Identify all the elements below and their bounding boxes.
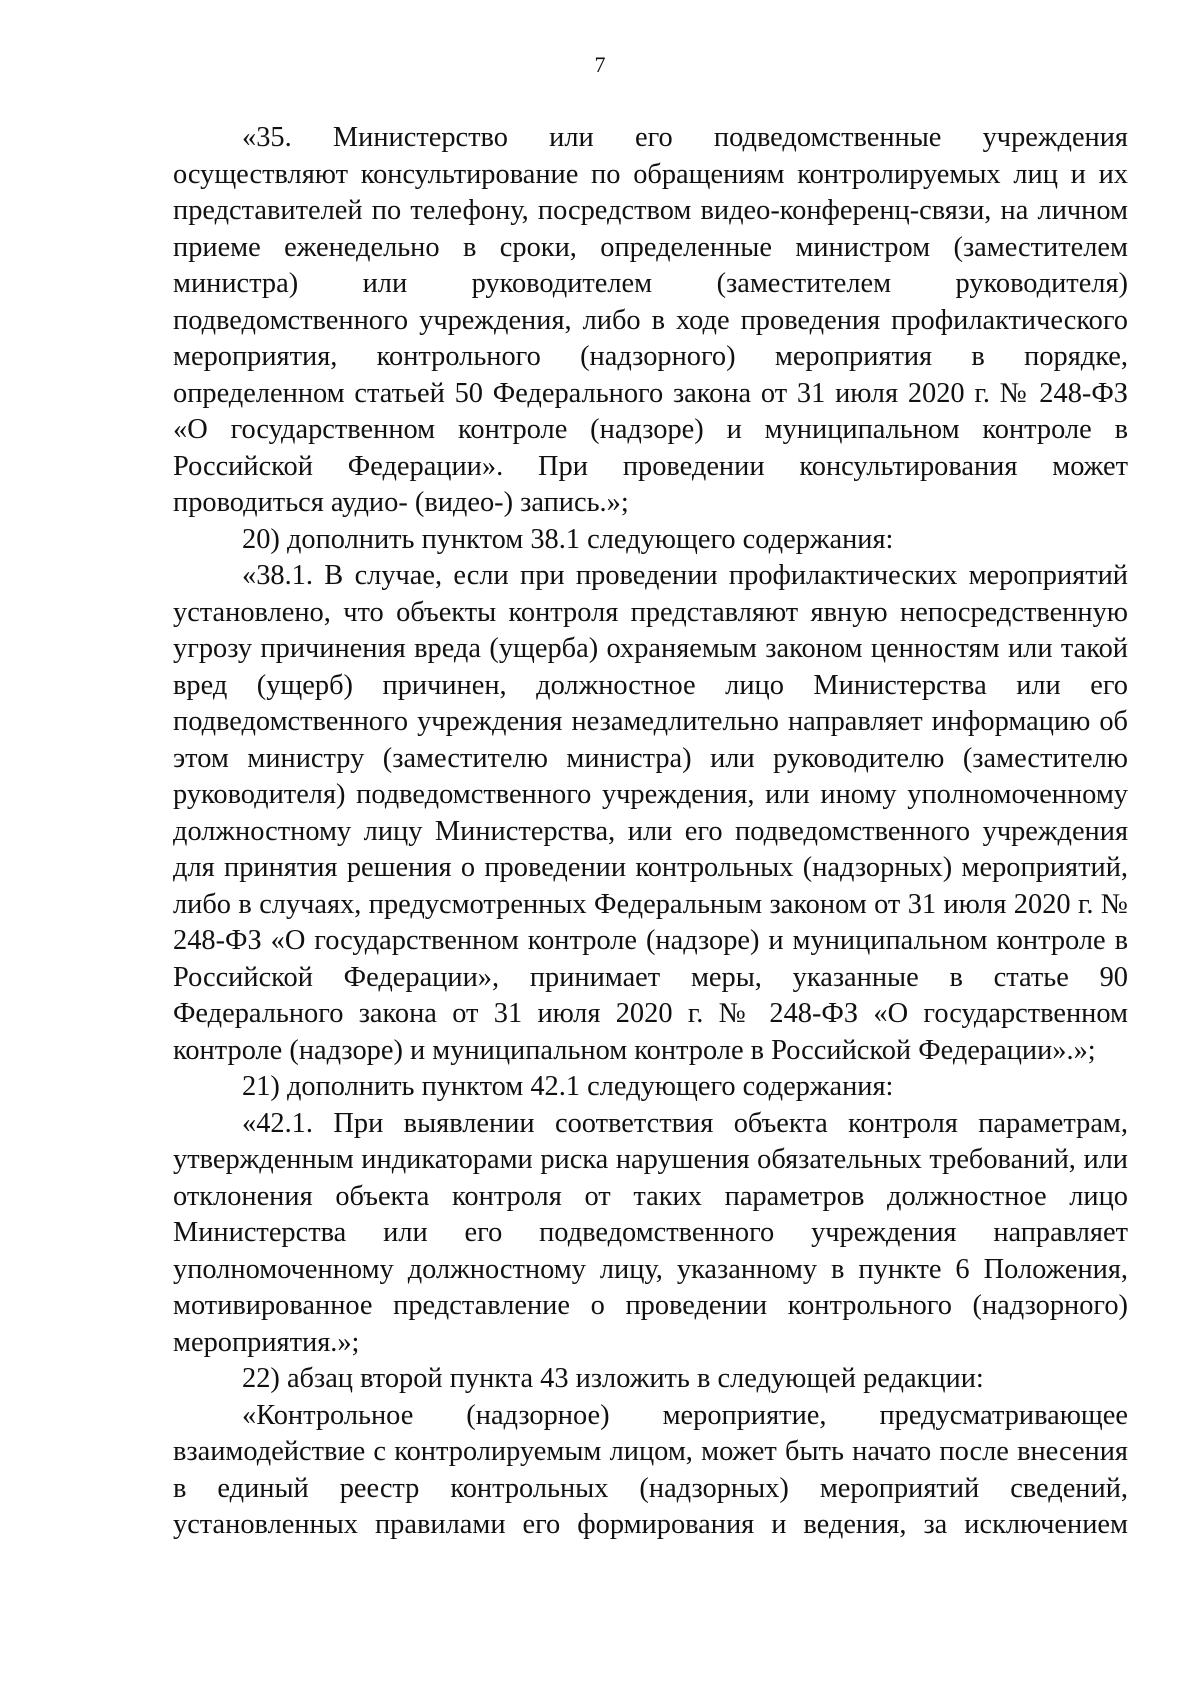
page-number: 7: [594, 52, 606, 77]
paragraph-item-21: 21) дополнить пунктом 42.1 следующего содержания:: [242, 1071, 894, 1102]
paragraph-item-42-1: «42.1. При выявлении соответствия объекта контроля параметрам, утвержденным индикаторами риска нарушения обязательных требований, или отклонения объекта контроля от таких параметров должностное лицо Министерства или его подведомственного учреждения направляет уполномоченному должностному лицу, указанному в пункте 6 Положения, мотивированное представление о проведении контрольного (надзорного) мероприятия.»;: [173, 1107, 1128, 1358]
paragraph-item-22: 22) абзац второй пункта 43 изложить в следующей редакции:: [242, 1363, 984, 1394]
document-body: [173, 120, 1128, 1544]
paragraph-item-38-1: «38.1. В случае, если при проведении профилактических мероприятий установлено, что объекты контроля представляют явную непосредственную угрозу причинения вреда (ущерба) охраняемым законом ценностям или такой вред (ущерб) причинен, должностное лицо Министерства или его подведомственного учреждения незамедлительно направляет информацию об этом министру (заместителю министра) или руководителю (заместителю руководителя) подведомственного учреждения, или иному уполномоченному должностному лицу Министерства, или его подведомственного учреждения для принятия решения о проведении контрольных (надзорных) мероприятий, либо в случаях, предусмотренных Федеральным законом от 31 июля 2020 г. № 248-ФЗ «О государственном контроле (надзоре) и муниципальном контроле в Российской Федерации», принимает меры, указанные в статье 90 Федерального закона от 31 июля 2020 г. № 248-ФЗ «О государственном контроле (надзоре) и муниципальном контроле в Российской Федерации».»;: [173, 560, 1128, 1066]
paragraph-item-43: «Контрольное (надзорное) мероприятие, предусматривающее взаимодействие с контролируемым лицом, может быть начато после внесения в единый реестр контрольных (надзорных) мероприятий сведений, установленных правилами его формирования и ведения, за исключением: [173, 1399, 1128, 1540]
paragraph-item-35: «35. Министерство или его подведомственные учреждения осуществляют консультирование по обращениям контролируемых лиц и их представителей по телефону, посредством видео-конференц-связи, на личном приеме еженедельно в сроки, определенные министром (заместителем министра) или руководителем (заместителем руководителя) подведомственного учреждения, либо в ходе проведения профилактического мероприятия, контрольного (надзорного) мероприятия в порядке, определенном статьей 50 Федерального закона от 31 июля 2020 г. № 248-ФЗ «О государственном контроле (надзоре) и муниципальном контроле в Российской Федерации». При проведении консультирования может проводиться аудио- (видео-) запись.»;: [173, 122, 1128, 518]
paragraph-item-20: 20) дополнить пунктом 38.1 следующего содержания:: [242, 523, 894, 555]
